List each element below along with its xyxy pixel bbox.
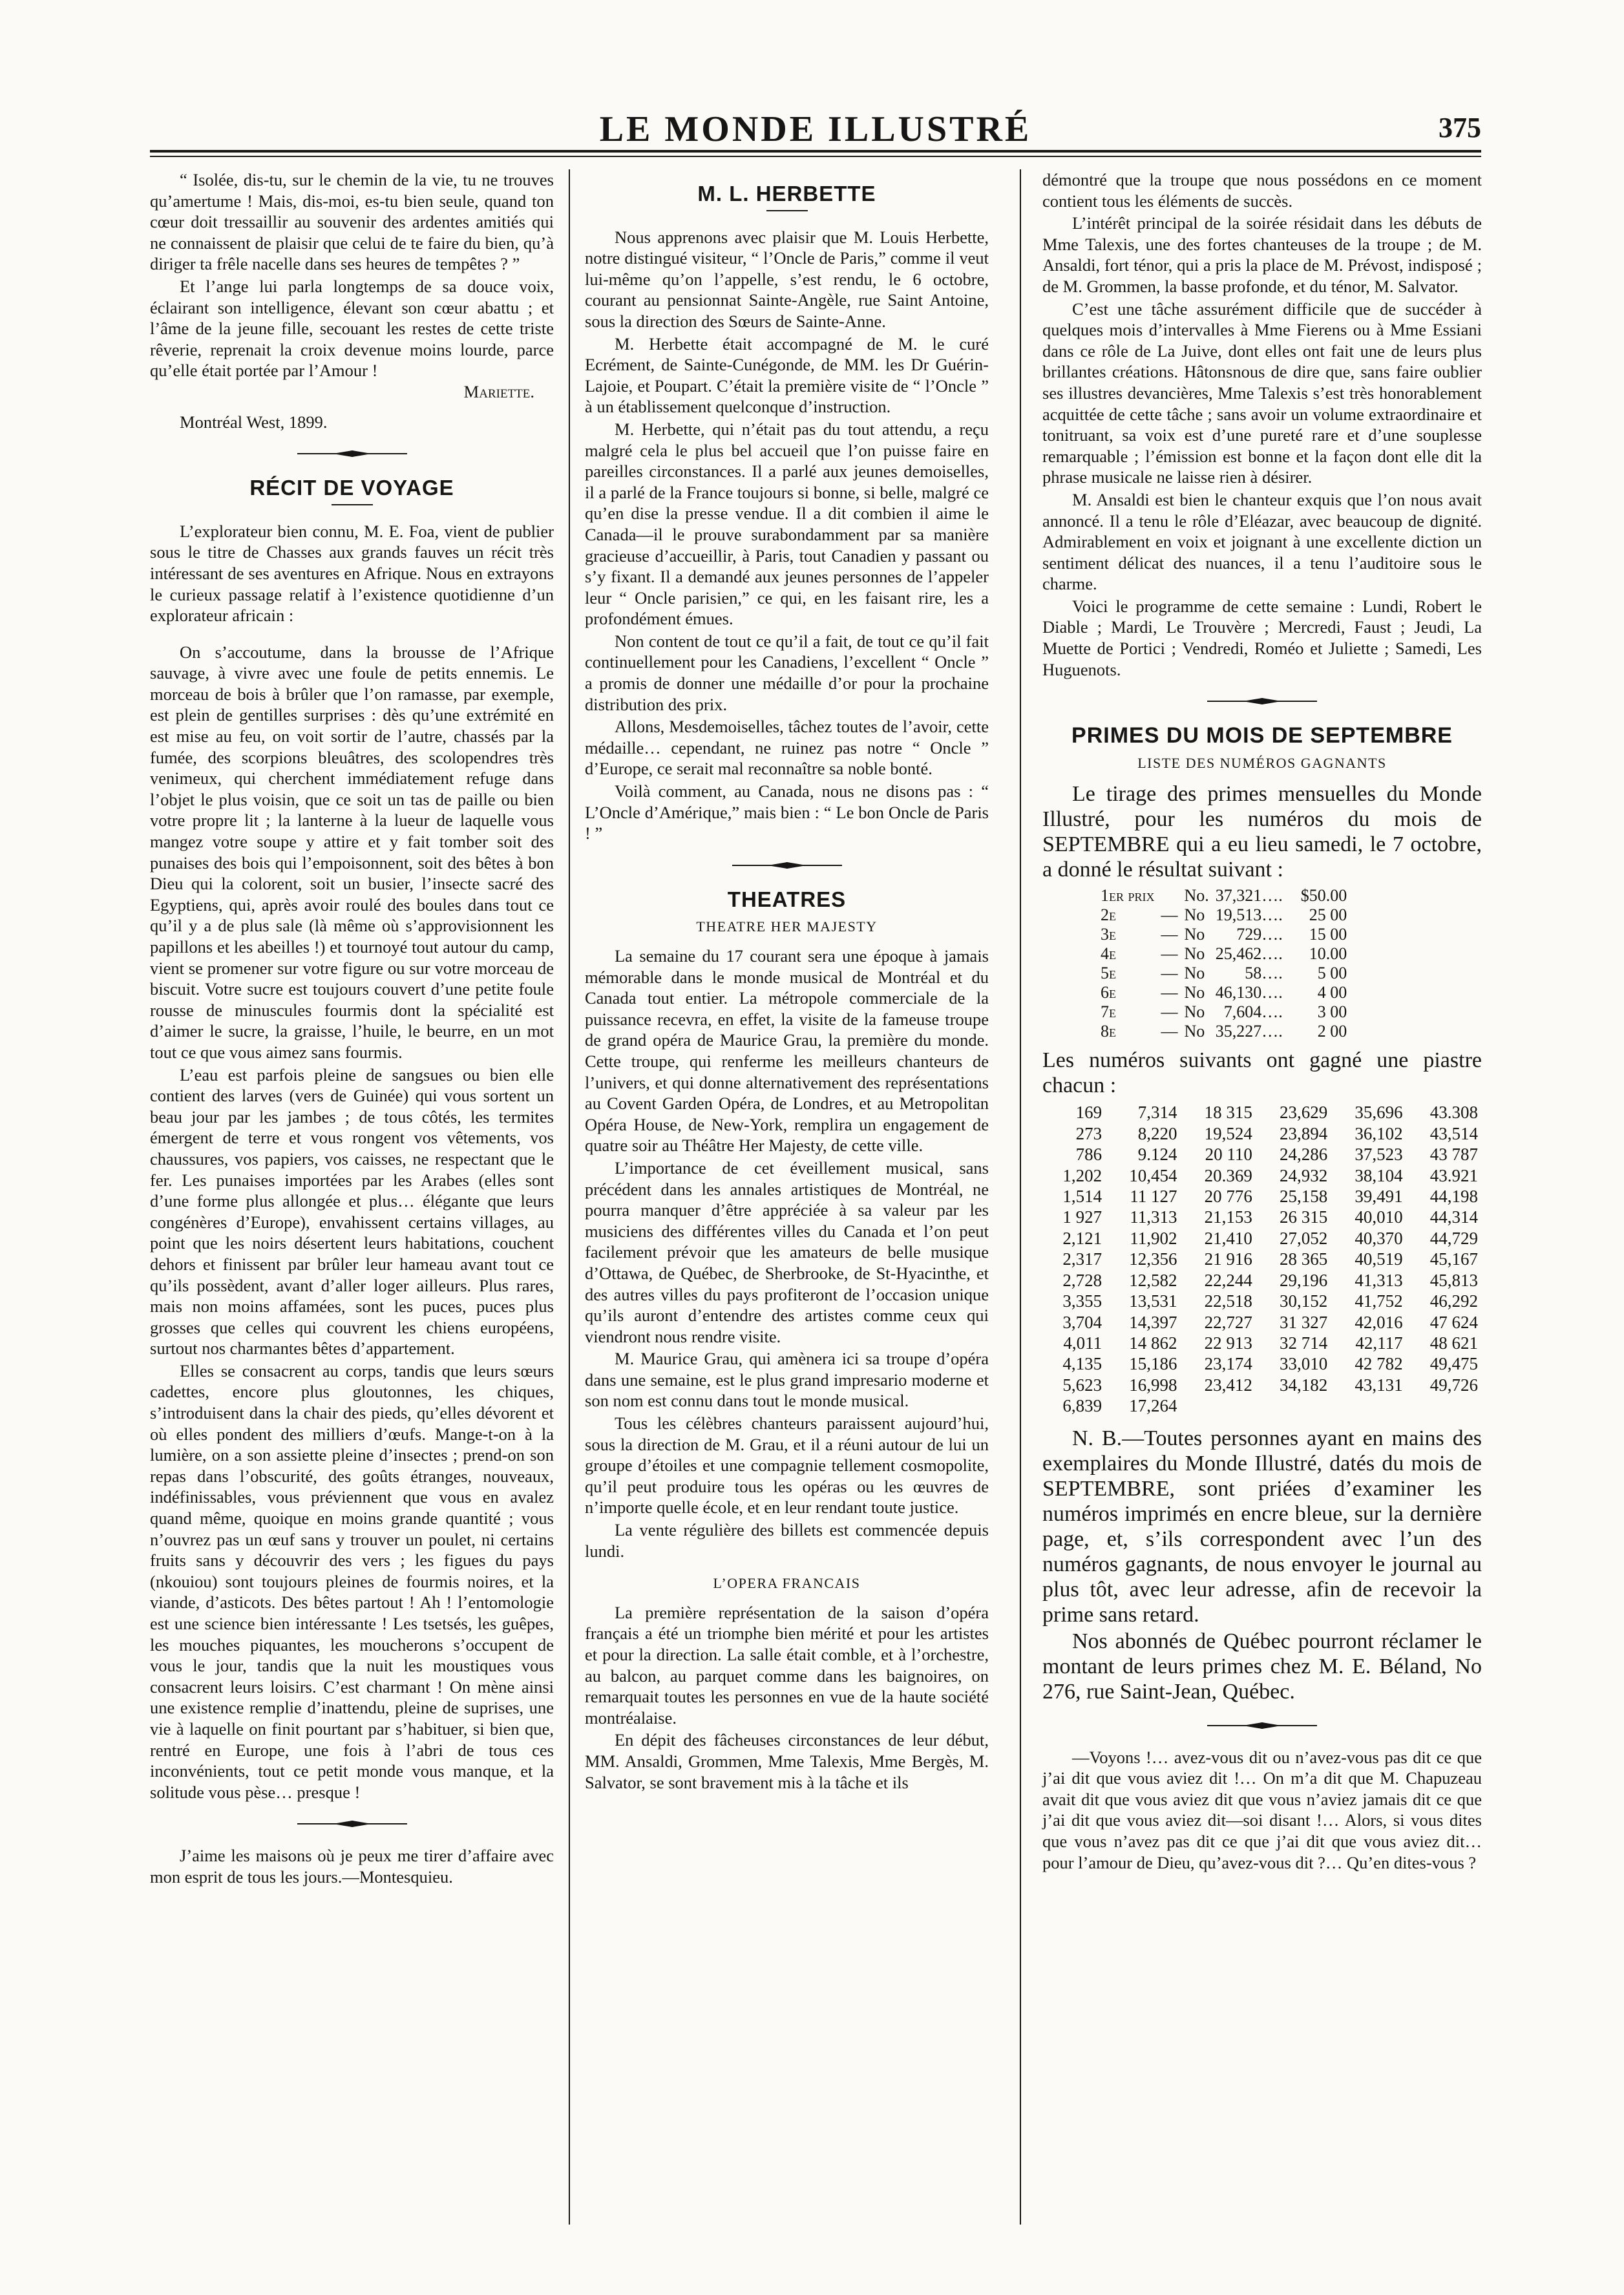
title-rule — [766, 210, 808, 211]
prize-number: 25,462…. — [1215, 944, 1283, 964]
numbers-row — [1042, 1186, 1482, 1207]
prize-no-label: No — [1184, 1022, 1205, 1041]
winning-number: 48 621 — [1429, 1333, 1478, 1353]
winning-number: 3,704 — [1062, 1312, 1102, 1332]
winning-number — [1331, 1395, 1406, 1416]
paragraph: Nous apprenons avec plaisir que M. Louis Herbette, notre distingué visiteur, “ l’Oncle de Paris,” comme il veut lui-même qu’on l’appelle, s’est rendu, le 6 octobre, courant au pensionnat Sainte-Angèle, rue Saint Antoine, sous la direction des Sœurs de Sainte-Anne. — [585, 227, 989, 331]
prize-dash: — — [1161, 944, 1178, 964]
paragraph: On s’accoutume, dans la brousse de l’Afrique sauvage, à vivre avec une foule de petits ennemis. Le morceau de bois à brûler que l’on ramasse, par exemple, est plein de gentilles surprises : dès qu’une extrémité en est mise au feu, on voit sortir de l’autre, chassés par la fumée, des scorpions bleuâtres, des scolopendres très venimeux, qui cherchent immédiatement refuge dans l’objet le plus voisin, que ce soit un tas de paille ou bien votre propre lit ; la lanterne à la lueur de laquelle vous mangez votre soupe y attire et y fait tomber soit des punaises des bois qui l’empoisonnent, soit des bêtes à bon Dieu qui la colorent, soit un busier, l’insecte sacré des Egyptiens, qui, après avoir roulé des boules dans tout ce qu’il y a de plus sale (là même où s’approvisionnent les papillons et les abeilles !) et tournoyé tout autour du camp, vient se promener sur votre figure ou sur votre morceau de biscuit. Votre sucre est toujours couvert d’une petite foule rousse de minuscules fourmis dont la spécialité est d’aimer le sucre, la graisse, l’huile, le beurre, en un mot tout ce que vous aimez sans fourmis. — [150, 642, 554, 1062]
winning-number: 42 782 — [1355, 1354, 1403, 1374]
winning-number: 9.124 — [1137, 1145, 1177, 1165]
prize-no-label: No. — [1184, 886, 1209, 905]
prize-dash: — — [1161, 983, 1178, 1002]
winning-number: 23,174 — [1204, 1354, 1252, 1374]
prize-no-label: No — [1184, 983, 1205, 1002]
prize-row — [1101, 925, 1353, 944]
winning-number: 43.308 — [1429, 1103, 1478, 1123]
section-title-theatres: THEATRES — [727, 887, 847, 911]
prize-dash — [1161, 886, 1185, 905]
prize-row — [1101, 1002, 1353, 1022]
paragraph: Non content de tout ce qu’il a fait, de tout ce qu’il fait continuellement pour les Canadiens, l’excellent “ Oncle ” a promis de donner une médaille d’or pour la prochaine distribution des prix. — [585, 631, 989, 714]
prize-rank: 4e — [1101, 944, 1116, 964]
article-title-herbette: M. L. HERBETTE — [697, 182, 876, 206]
winning-number: 14,397 — [1129, 1312, 1177, 1332]
prize-amount: 3 00 — [1317, 1002, 1347, 1022]
winning-number: 44,314 — [1429, 1207, 1478, 1227]
winning-number: 26 315 — [1279, 1207, 1328, 1227]
winning-number: 43,514 — [1429, 1123, 1478, 1143]
winning-number: 43,131 — [1355, 1375, 1403, 1395]
prize-dash: — — [1161, 905, 1178, 925]
paragraph: Voici le programme de cette semaine : Lundi, Robert le Diable ; Mardi, Le Trouvère ; Mercredi, Faust ; Jeudi, La Muette de Portici ; Vendredi, Roméo et Juliette ; Samedi, Les Huguenots. — [1042, 596, 1482, 679]
winning-number: 22,518 — [1204, 1291, 1252, 1311]
winning-number: 14 862 — [1129, 1333, 1177, 1353]
winning-number: 35,696 — [1355, 1103, 1403, 1123]
winning-number: 2,317 — [1062, 1249, 1102, 1269]
dateline: Montréal West, 1899. — [180, 412, 328, 432]
winning-number: 2,728 — [1062, 1270, 1102, 1290]
winning-number: 6,839 — [1062, 1396, 1102, 1416]
prize-rank: 6e — [1101, 983, 1116, 1002]
winning-numbers-table — [1042, 1102, 1482, 1416]
prize-dash: — — [1161, 1022, 1178, 1041]
numbers-row — [1042, 1270, 1482, 1291]
numbers-row — [1042, 1395, 1482, 1416]
prize-number: 19,513…. — [1215, 905, 1283, 925]
prize-number: 7,604…. — [1223, 1002, 1283, 1022]
prize-amount: 2 00 — [1317, 1022, 1347, 1041]
paragraph: Voilà comment, au Canada, nous ne disons pas : “ L’Oncle d’Amérique,” mais bien : “ Le bon Oncle de Paris ! ” — [585, 781, 989, 843]
winning-number: 21 916 — [1204, 1249, 1252, 1269]
winning-number: 43.921 — [1429, 1165, 1478, 1185]
article-title-recit: RÉCIT DE VOYAGE — [249, 476, 454, 500]
paragraph: C’est une tâche assurément difficile que de succéder à quelques mois d’intervalles à Mme Fierens ou à Mme Essiani dans ce rôle de La Juive, dont elles ont fait une de leurs plus brillantes créations. Hâtonsnous de dire que, sans faire oublier ses illustres devancières, Mme Talexis s’est très honorablement acquittée de cette tâche ; sans avoir un volume extraordinaire et tonitruant, sa voix est d’une pureté rare et d’une souplesse remarquable ; l’émission est bonne et la façon dont elle dit la phrase musicale ne laisse rien à désirer. — [1042, 299, 1482, 487]
subheading-winners: LISTE DES NUMÉROS GAGNANTS — [1137, 754, 1387, 771]
ornament-divider — [585, 861, 989, 870]
prize-number: 37,321…. — [1215, 886, 1283, 905]
numbers-row — [1042, 1207, 1482, 1227]
winning-number: 45,167 — [1429, 1249, 1478, 1269]
winning-number: 30,152 — [1279, 1291, 1328, 1311]
winning-number: 27,052 — [1279, 1228, 1328, 1248]
winning-number: 42,117 — [1355, 1333, 1403, 1353]
paragraph: La semaine du 17 courant sera une époque à jamais mémorable dans le monde musical de Montréal et du Canada tout entier. La métropole commerciale de la puissance recevra, en effet, la visite de la fameuse troupe de grand opéra de Maurice Grau, la première du monde. Cette troupe, qui renferme les meilleurs chanteurs de l’univers, et qui donne alternativement des représentations au Covent Garden Opéra, de Londres, et au Metropolitan Opéra House, de New-York, remplira un engagement de quatre soir au Théâtre Her Majesty, de cette ville. — [585, 946, 989, 1156]
numbers-row — [1042, 1375, 1482, 1395]
paragraph: Elles se consacrent au corps, tandis que leurs sœurs cadettes, encore plus gloutonnes, les chiques, s’introduisent dans la chair des pieds, qu’elles dévorent et où elles pondent des milliers d’œufs. Mange-t-on à la lumière, on a son assiette pleine d’insectes ; prend-on son repas dans l’obscurité, des goûts étranges, nouveaux, indéfinissables, vous préviennent que vous en avalez quand même, quoique en moins grande quantité ; vous n’ouvrez pas un œuf sans y trouver un poulet, ni certains fruits sans y découvrir des vers ; les figues du pays (nkouiou) sont toujours pleines de fourmis noires, et la viande, d’asticots. Des bêtes partout ! Ah ! l’entomologie est une science bien intéressante ! Les tsetsés, les guêpes, les mouches piquantes, les moucherons s’occupent de vous le jour, tandis que la nuit les moustiques vous consacrent leurs loisirs. C’est charmant ! On mène ainsi une existence remplie d’inattendu, pleine de suprises, une vie à laquelle on finit pourtant par s’habituer, si bien que, rentré en Europe, une fois à l’abri de tous ces inconvénients, tout ce petit monde vous manque, et la solitude vous pèse… presque ! — [150, 1360, 554, 1802]
column-3 — [1042, 169, 1482, 1873]
paragraph: En dépit des fâcheuses circonstances de leur début, MM. Ansaldi, Grommen, Mme Talexis, Mme Bergès, M. Salvator, se sont bravement mis à la tâche et ils — [585, 1730, 989, 1792]
header-rule — [150, 150, 1481, 157]
winning-number: 41,752 — [1355, 1291, 1403, 1311]
paragraph: Allons, Mesdemoiselles, tâchez toutes de l’avoir, cette médaille… cependant, ne ruinez pas notre “ Oncle ” d’Europe, ce serait mal reconnaître sa noble bonté. — [585, 717, 989, 779]
title-rule — [332, 504, 373, 505]
prize-no-label: No — [1184, 925, 1205, 944]
paragraph: L’importance de cet éveillement musical, sans précédent dans les annales artistiques de Montréal, ne pourra manquer d’être appréciée à sa valeur par les musiciens des différentes villes du Canada et l’on peut facilement prévoir que les amateurs de belle musique d’Ottawa, de Québec, de Sherbrooke, de St-Hyacinthe, et des autres villes du pays profiteront de l’occasion unique qu’ils auront d’entendre des artistes comme ceux qui viendront nous rendre visite. — [585, 1158, 989, 1346]
subheading-opera: L’OPERA FRANCAIS — [713, 1575, 861, 1592]
paragraph: M. Herbette, qui n’était pas du tout attendu, a reçu malgré cela le plus bel accueil que l’on puisse faire en pareilles circonstances. Il a parlé aux jeunes demoiselles, il a parlé de la France toujours si bonne, si belle, malgré ce qu’en dise la presse vendue. Il a dit combien il aime le Canada—il le prouve surabondamment par sa manière gracieuse d’accueillir, à Paris, tout Canadien y passant ou s’y fixant. Il a demandé aux jeunes personnes de l’appeler leur “ Oncle parisien,” ce qui, en les faisant rire, les a profondément émues. — [585, 419, 989, 629]
prize-dash: — — [1161, 964, 1178, 983]
winning-number: 49,475 — [1429, 1354, 1478, 1374]
prize-amount: 4 00 — [1317, 983, 1347, 1002]
winning-number: 39,491 — [1355, 1187, 1403, 1207]
prize-amount: 5 00 — [1317, 964, 1347, 983]
paragraph: Et l’ange lui parla longtemps de sa douce voix, éclairant son intelligence, élevant son cœur abattu ; et l’âme de la jeune fille, secouant les restes de cette triste rêverie, reprenait la croix devenue moins lourde, parce qu’elle était portée par l’Amour ! — [150, 276, 554, 381]
ornament-divider — [150, 1819, 554, 1828]
paragraph: Tous les célèbres chanteurs paraissent aujourd’hui, sous la direction de M. Grau, et il a réuni autour de lui un groupe d’étoiles et une compagnie tellement cosmopolite, qu’il peut produire tous les opéras ou les œuvres de n’importe quelle école, et en leur rendant toute justice. — [585, 1413, 989, 1518]
prize-no-label: No — [1184, 905, 1205, 925]
winning-number: 19,524 — [1204, 1123, 1252, 1143]
winning-number: 10,454 — [1129, 1165, 1177, 1185]
winning-number: 24,932 — [1279, 1165, 1328, 1185]
paragraph: M. Maurice Grau, qui amènera ici sa troupe d’opéra dans une semaine, est le plus grand impresario moderne et son nom est connu dans tout le monde musical. — [585, 1349, 989, 1411]
winning-number — [1407, 1395, 1482, 1416]
paragraph: La vente régulière des billets est commencée depuis lundi. — [585, 1520, 989, 1561]
winning-number: 1,514 — [1062, 1187, 1102, 1207]
winning-number: 21,410 — [1204, 1228, 1252, 1248]
prize-dash: — — [1161, 1002, 1178, 1022]
winning-number: 4,011 — [1063, 1333, 1102, 1353]
ornament-divider — [150, 449, 554, 458]
winning-number: 22 913 — [1204, 1333, 1252, 1353]
prize-table — [1101, 886, 1353, 1041]
winning-number: 33,010 — [1279, 1354, 1328, 1374]
prize-amount: 10.00 — [1309, 944, 1347, 964]
winning-number: 49,726 — [1429, 1375, 1478, 1395]
winning-number: 22,727 — [1204, 1312, 1252, 1332]
column-divider — [569, 169, 570, 2225]
numbers-row — [1042, 1165, 1482, 1186]
column-1 — [150, 169, 554, 1888]
winning-number: 42,016 — [1355, 1312, 1403, 1332]
prize-row — [1101, 983, 1353, 1002]
paragraph: M. Ansaldi est bien le chanteur exquis que l’on nous avait annoncé. Il a tenu le rôle d’Eléazar, avec beaucoup de dignité. Admirablement en voix et joignant à une excellente diction un sentiment délicat des nuances, il a tenu l’auditoire sous le charme. — [1042, 489, 1482, 594]
prize-row — [1101, 964, 1353, 983]
winning-number: 23,412 — [1204, 1375, 1252, 1395]
numbers-row — [1042, 1102, 1482, 1123]
numbers-row — [1042, 1291, 1482, 1311]
paragraph: L’intérêt principal de la soirée résidait dans les débuts de Mme Talexis, une des fortes chanteuses de la troupe ; de M. Ansaldi, fort ténor, qui a pris la place de M. Prévost, indisposé ; de M. Grommen, la basse profonde, et du ténor, M. Salvator. — [1042, 213, 1482, 296]
winning-number — [1181, 1395, 1256, 1416]
signature: Mariette. — [463, 381, 534, 401]
prize-rank: 5e — [1101, 964, 1116, 983]
winning-number: 5,623 — [1062, 1375, 1102, 1395]
numbers-row — [1042, 1228, 1482, 1249]
prize-amount: $50.00 — [1300, 886, 1347, 905]
prize-amount: 15 00 — [1309, 925, 1347, 944]
ornament-divider — [1042, 1721, 1482, 1730]
prize-amount: 25 00 — [1309, 905, 1347, 925]
ornament-divider — [1042, 697, 1482, 706]
winning-number: 23,629 — [1279, 1103, 1328, 1123]
winning-number: 46,292 — [1429, 1291, 1478, 1311]
prize-dash: — — [1161, 925, 1178, 944]
winning-number: 28 365 — [1279, 1249, 1328, 1269]
winning-number: 20 110 — [1205, 1145, 1252, 1165]
winning-number: 20 776 — [1204, 1187, 1252, 1207]
piastre-line: Les numéros suivants ont gagné une piastre chacun : — [1042, 1048, 1482, 1098]
winning-number: 25,158 — [1279, 1187, 1328, 1207]
newspaper-title: LE MONDE ILLUSTRÉ — [599, 109, 1032, 149]
winning-number: 23,894 — [1279, 1123, 1328, 1143]
winning-number: 11,902 — [1130, 1228, 1177, 1248]
prize-number: 46,130…. — [1215, 983, 1283, 1002]
winning-number: 24,286 — [1279, 1145, 1328, 1165]
winning-number: 40,010 — [1355, 1207, 1403, 1227]
winning-number: 41,313 — [1355, 1270, 1403, 1290]
winning-number: 2,121 — [1062, 1228, 1102, 1248]
winning-number: 31 327 — [1279, 1312, 1328, 1332]
paragraph: L’eau est parfois pleine de sangsues ou bien elle contient des larves (vers de Guinée) qui vous sortent un beau jour par les jambes ; de tous côtés, les termites émergent de terre et vous rongent vos vêtements, vos chaussures, vos papiers, vos caisses, ne respectant que le fer. Les punaises importées par les Arabes (elles sont d’une forme plus allongée et plus… élégante que leurs congénères d’Europe), envahissent certains villages, au point que les noirs désertent leurs habitations, couchent dehors et finissent par brûler leur hameau avant tout ce qu’ils possèdent, avant d’aller loger ailleurs. Plus rares, mais non moins affamées, sont les puces, puces plus grosses que celles qui couvrent les chiens européens, surtout nos charmantes bêtes d’appartement. — [150, 1064, 554, 1359]
winning-number: 786 — [1075, 1145, 1102, 1165]
paragraph: M. Herbette était accompagné de M. le curé Ecrément, de Sainte-Cunégonde, de MM. les Dr Guérin-Lajoie, et Poupart. C’était la première visite de “ l’Oncle ” à un établissement quelconque d’instruction. — [585, 333, 989, 417]
winning-number: 44,729 — [1429, 1228, 1478, 1248]
prize-rank: 7e — [1101, 1002, 1116, 1022]
joke-paragraph: —Voyons !… avez-vous dit ou n’avez-vous pas dit ce que j’ai dit que vous aviez dit !… On m’a dit que M. Chapuzeau avait dit que vous aviez dit que vous n’aviez jamais dit ce que j’ai dit que vous aviez dit—soi disant !… Alors, si vous dites que vous n’avez pas dit ce que j’ai dit que vous aviez dit… pour l’amour de Dieu, qu’avez-vous dit ?… Qu’en dites-vous ? — [1042, 1747, 1482, 1872]
winning-number: 11,313 — [1130, 1207, 1177, 1227]
winning-number: 13,531 — [1129, 1291, 1177, 1311]
quebec-note: Nos abonnés de Québec pourront réclamer le montant de leurs primes chez M. E. Béland, No 276, rue Saint-Jean, Québec. — [1042, 1629, 1482, 1704]
winning-number: 43 787 — [1429, 1145, 1478, 1165]
page-number: 375 — [1439, 112, 1481, 143]
section-title-primes: PRIMES DU MOIS DE SEPTEMBRE — [1071, 723, 1453, 748]
winning-number: 273 — [1075, 1123, 1102, 1143]
numbers-row — [1042, 1312, 1482, 1333]
winning-number: 12,582 — [1129, 1270, 1177, 1290]
winning-number: 18 315 — [1204, 1103, 1252, 1123]
winning-number: 40,519 — [1355, 1249, 1403, 1269]
article-intro: L’explorateur bien connu, M. E. Foa, vient de publier sous le titre de Chasses aux grands fauves un récit très intéressant de ses aventures en Afrique. Nous en extrayons le curieux passage relatif à l’existence quotidienne d’un explorateur africain : — [150, 521, 554, 626]
prize-no-label: No — [1184, 944, 1205, 964]
nota-bene: N. B.—Toutes personnes ayant en mains des exemplaires du Monde Illustré, datés du mois de SEPTEMBRE, sont priées d’examiner les numéros imprimés en encre bleue, sur la dernière page, et, s’ils correspondent avec l’un des numéros gagnants, de nous envoyer le journal au plus tôt, avec leur adresse, afin de recevoir la prime sans retard. — [1042, 1426, 1482, 1627]
prize-rank: 3e — [1101, 925, 1116, 944]
numbers-row — [1042, 1144, 1482, 1165]
prize-number: 35,227…. — [1215, 1022, 1283, 1041]
winning-number: 1 927 — [1062, 1207, 1102, 1227]
prize-no-label: No — [1184, 964, 1205, 983]
numbers-row — [1042, 1353, 1482, 1374]
paragraph: La première représentation de la saison d’opéra français a été un triomphe bien mérité et pour les artistes et pour la direction. La salle était comble, et à l’orchestre, au balcon, au parquet comme dans les baignoires, on remarquait toutes les personnes en vue de la haute société montréalaise. — [585, 1602, 989, 1728]
winning-number: 37,523 — [1355, 1145, 1403, 1165]
prize-row — [1101, 944, 1353, 964]
primes-intro: Le tirage des primes mensuelles du Monde Illustré, pour les numéros du mois de SEPTEMBRE qui a eu lieu samedi, le 7 octobre, a donné le résultat suivant : — [1042, 782, 1482, 882]
winning-number: 7,314 — [1137, 1103, 1177, 1123]
prize-row — [1101, 1022, 1353, 1041]
prize-row — [1101, 886, 1353, 905]
prize-rank: 2e — [1101, 905, 1116, 925]
winning-number: 38,104 — [1355, 1165, 1403, 1185]
winning-number: 8,220 — [1137, 1123, 1177, 1143]
paragraph: démontré que la troupe que nous possédons en ce moment contient tous les éléments de succès. — [1042, 170, 1482, 211]
numbers-row — [1042, 1333, 1482, 1353]
winning-number: 12,356 — [1129, 1249, 1177, 1269]
winning-number: 44,198 — [1429, 1187, 1478, 1207]
winning-number: 20.369 — [1204, 1165, 1252, 1185]
winning-number: 11 127 — [1130, 1187, 1177, 1207]
prize-number: 58…. — [1245, 964, 1283, 983]
prize-rank: 8e — [1101, 1022, 1116, 1041]
prize-row — [1101, 905, 1353, 925]
winning-number: 22,244 — [1204, 1270, 1252, 1290]
prize-rank: 1er prix — [1101, 886, 1155, 905]
winning-number: 169 — [1075, 1103, 1102, 1123]
winning-number: 47 624 — [1429, 1312, 1478, 1332]
winning-number: 40,370 — [1355, 1228, 1403, 1248]
winning-number: 32 714 — [1279, 1333, 1328, 1353]
winning-number: 29,196 — [1279, 1270, 1328, 1290]
subheading-her-majesty: THEATRE HER MAJESTY — [696, 918, 878, 935]
winning-number: 4,135 — [1062, 1354, 1102, 1374]
prize-no-label: No — [1184, 1002, 1205, 1022]
winning-number: 45,813 — [1429, 1270, 1478, 1290]
paragraph: “ Isolée, dis-tu, sur le chemin de la vie, tu ne trouves qu’amertume ! Mais, dis-moi, es-tu bien seule, quand ton cœur doit tressaillir au souvenir des ardentes amitiés qui ne connaissent de plaisir que celui de te faire du bien, qu’à diriger ta frêle nacelle dans ses heures de tempêtes ? ” — [150, 170, 554, 274]
column-divider — [1020, 169, 1021, 2225]
winning-number: 36,102 — [1355, 1123, 1403, 1143]
winning-number: 16,998 — [1129, 1375, 1177, 1395]
winning-number: 3,355 — [1062, 1291, 1102, 1311]
winning-number — [1256, 1395, 1331, 1416]
winning-number: 34,182 — [1279, 1375, 1328, 1395]
winning-number: 21,153 — [1204, 1207, 1252, 1227]
quote: J’aime les maisons où je peux me tirer d’affaire avec mon esprit de tous les jours.—Montesquieu. — [150, 1846, 554, 1887]
column-2 — [585, 169, 989, 1793]
winning-number: 17,264 — [1129, 1396, 1177, 1416]
winning-number: 1,202 — [1062, 1165, 1102, 1185]
masthead — [150, 109, 1481, 154]
numbers-row — [1042, 1249, 1482, 1269]
winning-number: 15,186 — [1129, 1354, 1177, 1374]
numbers-row — [1042, 1123, 1482, 1144]
prize-number: 729…. — [1236, 925, 1283, 944]
